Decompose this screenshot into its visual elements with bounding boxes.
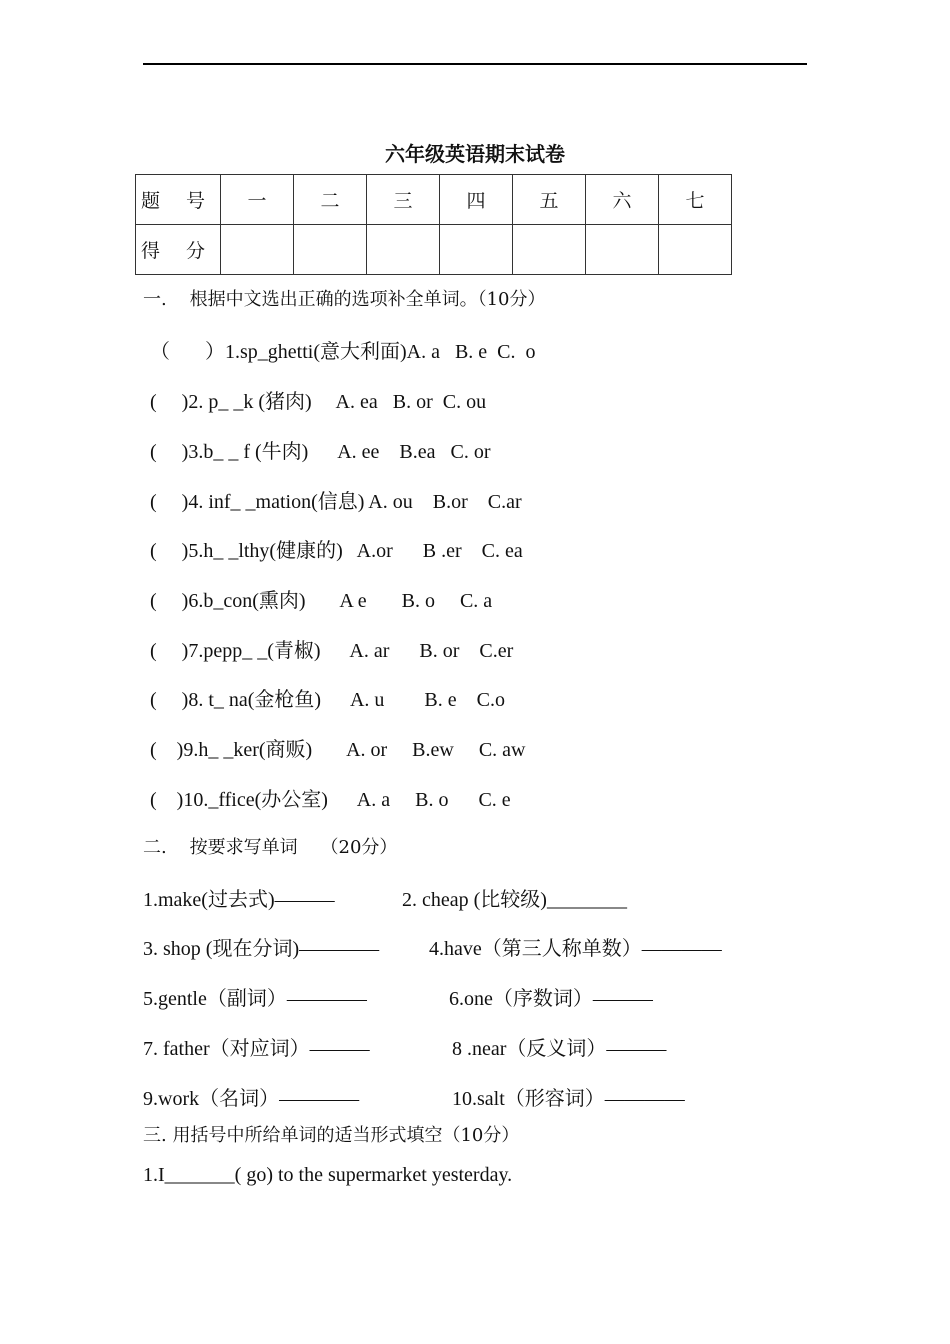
question-item: ( )10._ffice(办公室) A. a B. o C. e xyxy=(150,789,511,811)
score-cell[interactable] xyxy=(221,225,294,275)
question-item: ( )6.b_con(熏肉) A e B. o C. a xyxy=(150,590,493,612)
table-row xyxy=(136,175,732,225)
question-item: ( )8. t_ na(金枪鱼) A. u B. e C.o xyxy=(150,689,505,711)
question-item: 1.I_______( go) to the supermarket yesterday. xyxy=(143,1164,513,1186)
question-item: ( )7.pepp_ _(青椒) A. ar B. or C.er xyxy=(150,640,514,662)
score-cell[interactable] xyxy=(586,225,659,275)
row-label-score: 得 分 xyxy=(136,225,221,275)
column-header: 五 xyxy=(513,175,586,225)
column-header: 四 xyxy=(440,175,513,225)
section-2-heading: 二. 按要求写单词 （20分） xyxy=(143,837,398,858)
question-item: 7. father（对应词）——— xyxy=(143,1038,370,1060)
question-item: ( )9.h_ _ker(商贩) A. or B.ew C. aw xyxy=(150,739,526,761)
column-header: 二 xyxy=(294,175,367,225)
score-cell[interactable] xyxy=(440,225,513,275)
question-item: 8 .near（反义词）——— xyxy=(452,1038,667,1060)
question-item: 4.have（第三人称单数）———— xyxy=(429,938,722,960)
question-item: 3. shop (现在分词)———— xyxy=(143,938,380,960)
section-1-heading: 一. 根据中文选出正确的选项补全单词。（10分） xyxy=(143,289,546,310)
row-label-question: 题 号 xyxy=(136,175,221,225)
score-cell[interactable] xyxy=(659,225,732,275)
question-item: 10.salt（形容词）———— xyxy=(452,1088,685,1110)
top-rule xyxy=(143,63,807,65)
question-item: ( )4. inf_ _mation(信息) A. ou B.or C.ar xyxy=(150,491,522,513)
table-row xyxy=(136,225,732,275)
column-header: 七 xyxy=(659,175,732,225)
question-item: 1.make(过去式)——— xyxy=(143,889,335,911)
question-item: 5.gentle（副词）———— xyxy=(143,988,367,1010)
column-header: 六 xyxy=(586,175,659,225)
section-3-heading: 三. 用括号中所给单词的适当形式填空（10分） xyxy=(143,1125,520,1146)
question-item: ( )3.b_ _ f (牛肉) A. ee B.ea C. or xyxy=(150,441,491,463)
question-item: （ ）1.sp_ghetti(意大利面)A. a B. e C. o xyxy=(150,341,536,363)
question-item: ( )5.h_ _lthy(健康的) A.or B .er C. ea xyxy=(150,540,523,562)
question-item: 9.work（名词）———— xyxy=(143,1088,360,1110)
score-cell[interactable] xyxy=(513,225,586,275)
question-item: 6.one（序数词）——— xyxy=(449,988,653,1010)
score-cell[interactable] xyxy=(294,225,367,275)
score-table xyxy=(135,174,732,275)
page-title: 六年级英语期末试卷 xyxy=(385,144,565,166)
column-header: 一 xyxy=(221,175,294,225)
column-header: 三 xyxy=(367,175,440,225)
question-item: 2. cheap (比较级)________ xyxy=(402,889,627,911)
score-cell[interactable] xyxy=(367,225,440,275)
question-item: ( )2. p_ _k (猪肉) A. ea B. or C. ou xyxy=(150,391,487,413)
